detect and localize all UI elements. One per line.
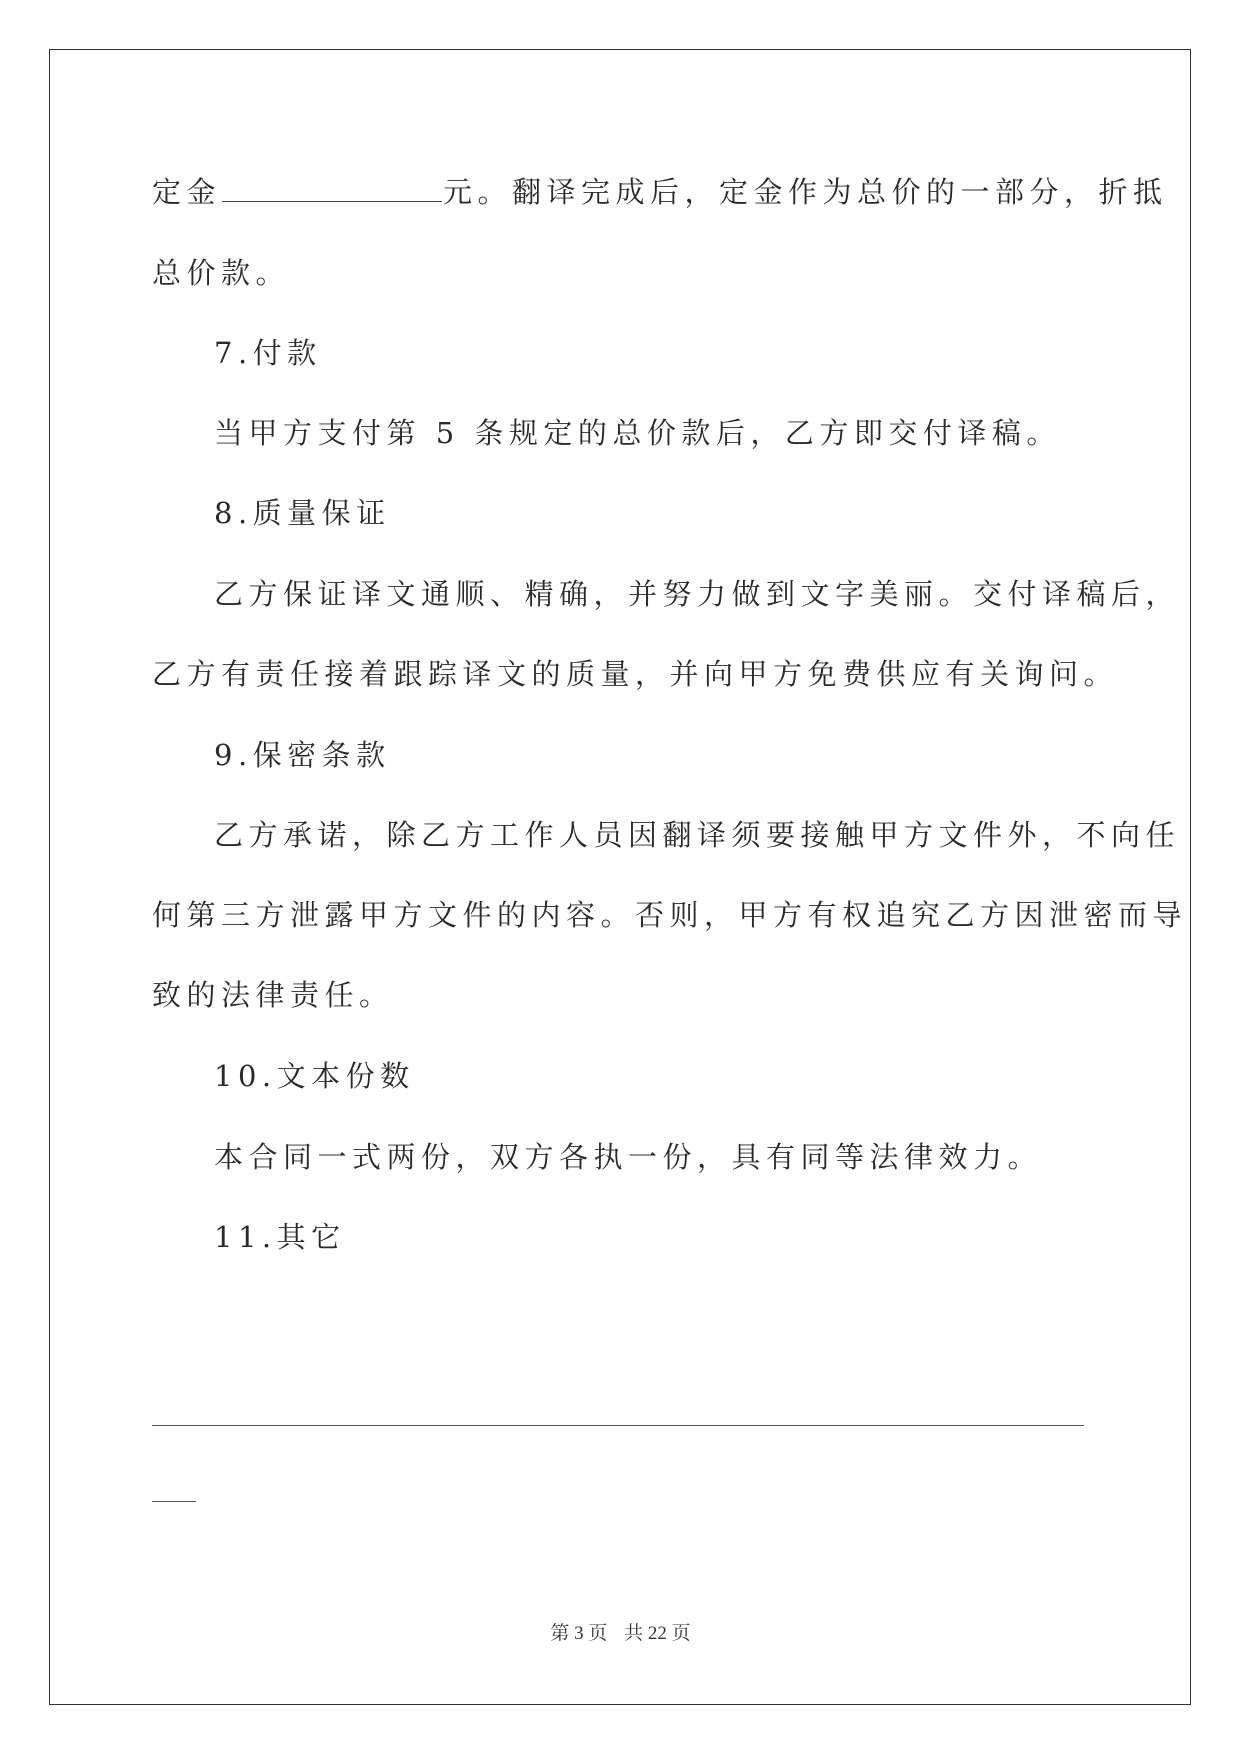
page-footer	[0, 1618, 1241, 1645]
page-border	[49, 49, 1191, 1705]
section-heading-copies: 10.文本份数	[214, 1059, 415, 1093]
text-line: 乙方有责任接着跟踪译文的质量，并向甲方免费供应有关询问。	[152, 657, 1119, 691]
section-heading-confidentiality: 9.保密条款	[214, 738, 391, 772]
section-heading-payment: 7.付款	[214, 336, 322, 370]
deposit-label: 定金	[152, 175, 222, 209]
deposit-text: 元。翻译完成后，定金作为总价的一部分，折抵	[443, 175, 1168, 209]
text-line: 何第三方泄露甲方文件的内容。否则，甲方有权追究乙方因泄密而导	[152, 898, 1188, 932]
text-line: 当甲方支付第 5 条规定的总价款后，乙方即交付译稿。	[214, 416, 1061, 450]
deposit-amount-blank[interactable]	[222, 175, 442, 202]
current-page: 第 3 页	[550, 1623, 608, 1644]
section-heading-other: 11.其它	[214, 1220, 346, 1254]
text-line: 乙方保证译文通顺、精确，并努力做到文字美丽。交付译稿后，	[214, 577, 1181, 611]
total-pages: 共 22 页	[624, 1623, 691, 1644]
text-line-deposit	[152, 172, 1168, 212]
text-line: 总价款。	[152, 256, 291, 290]
text-line: 致的法律责任。	[152, 978, 394, 1012]
fill-in-line-end[interactable]	[152, 1501, 196, 1502]
text-line: 乙方承诺，除乙方工作人员因翻译须要接触甲方文件外，不向任	[214, 818, 1181, 852]
section-heading-quality: 8.质量保证	[214, 496, 391, 530]
fill-in-line[interactable]	[152, 1425, 1084, 1426]
text-line: 本合同一式两份，双方各执一份，具有同等法律效力。	[214, 1140, 1043, 1174]
